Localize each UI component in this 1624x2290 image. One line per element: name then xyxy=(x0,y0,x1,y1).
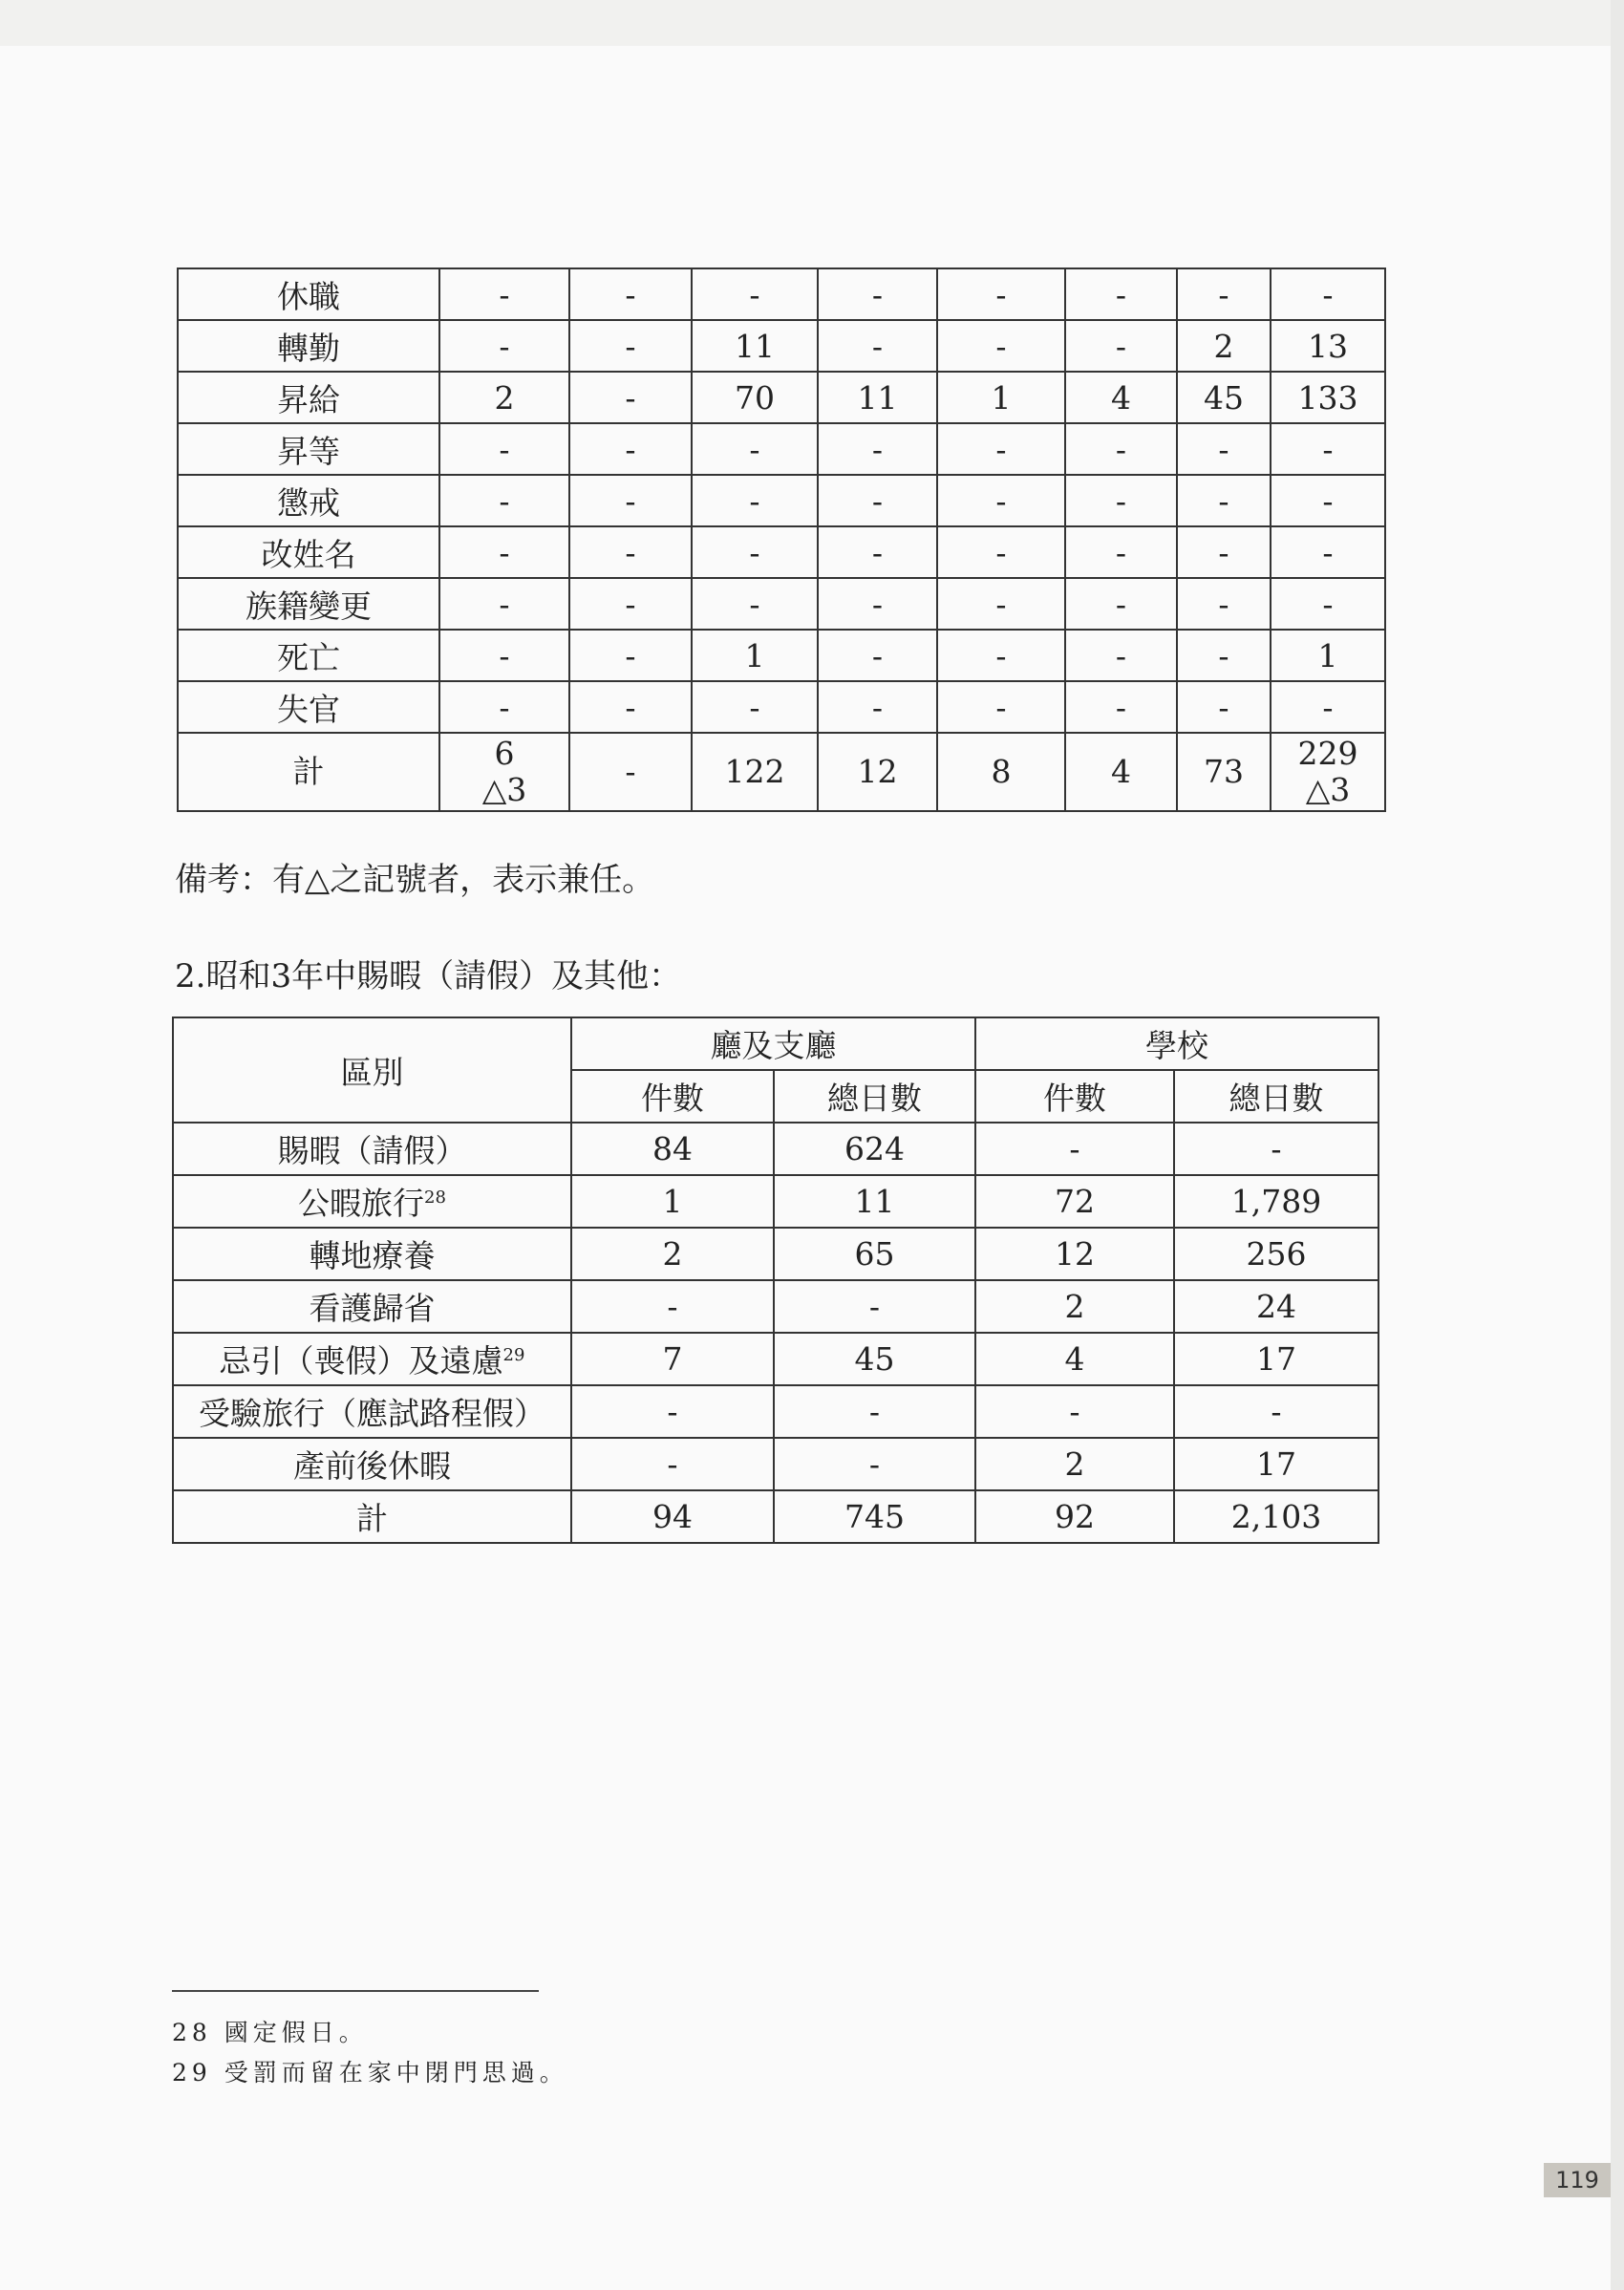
table-cell: - xyxy=(1065,268,1177,320)
table-cell: - xyxy=(1065,526,1177,578)
table-cell: 11 xyxy=(774,1175,975,1228)
table-row xyxy=(173,1333,1378,1385)
table-row xyxy=(178,320,1385,372)
table-cell: 65 xyxy=(774,1228,975,1280)
table-cell: - xyxy=(692,681,818,733)
table-cell: - xyxy=(569,320,692,372)
total-cell xyxy=(692,733,818,811)
row-label: 昇等 xyxy=(178,423,439,475)
sub-header: 總日數 xyxy=(1174,1070,1378,1123)
table-cell: - xyxy=(439,578,569,630)
row-label xyxy=(173,1175,571,1228)
table-cell: - xyxy=(818,630,937,681)
sub-header: 件數 xyxy=(571,1070,774,1123)
row-label xyxy=(173,1438,571,1490)
row-label: 休職 xyxy=(178,268,439,320)
total-cell xyxy=(569,733,692,811)
page-top-band xyxy=(0,0,1624,46)
footnote-29: 29 受罰而留在家中閉門思過。 xyxy=(172,2059,568,2087)
table-cell: - xyxy=(1177,268,1271,320)
row-label xyxy=(173,1385,571,1438)
remark-note: 備考：有△之記號者，表示兼任。 xyxy=(175,861,655,899)
table-cell: - xyxy=(1271,268,1385,320)
table-cell: - xyxy=(975,1123,1174,1175)
total-value: 4 xyxy=(1111,753,1131,790)
table-row xyxy=(178,630,1385,681)
table-cell: - xyxy=(569,630,692,681)
table-cell: 2 xyxy=(1177,320,1271,372)
row-label-text: 計 xyxy=(356,1500,388,1537)
table-row xyxy=(178,578,1385,630)
row-label xyxy=(173,1228,571,1280)
table-cell: 1 xyxy=(937,372,1065,423)
table-row xyxy=(173,1385,1378,1438)
table-cell: 1 xyxy=(571,1175,774,1228)
table-cell: - xyxy=(1271,423,1385,475)
row-label: 懲戒 xyxy=(178,475,439,526)
table-cell: - xyxy=(937,320,1065,372)
table-cell: - xyxy=(818,526,937,578)
table-cell: - xyxy=(1271,526,1385,578)
table-cell: - xyxy=(439,268,569,320)
table-cell: 2,103 xyxy=(1174,1490,1378,1543)
table-cell: - xyxy=(937,526,1065,578)
row-label: 轉勤 xyxy=(178,320,439,372)
table-cell: - xyxy=(937,423,1065,475)
table-row xyxy=(178,681,1385,733)
table-cell: - xyxy=(937,681,1065,733)
table-cell: 256 xyxy=(1174,1228,1378,1280)
row-label-text: 轉地療養 xyxy=(309,1237,436,1274)
table-cell: - xyxy=(569,423,692,475)
table-cell: - xyxy=(1177,475,1271,526)
table-cell: 4 xyxy=(975,1333,1174,1385)
table-cell: 1,789 xyxy=(1174,1175,1378,1228)
table-cell: - xyxy=(1177,423,1271,475)
table-row xyxy=(178,268,1385,320)
table-cell: - xyxy=(692,475,818,526)
table-row xyxy=(173,1123,1378,1175)
page-number: 119 xyxy=(1544,2163,1611,2197)
row-label xyxy=(173,1280,571,1333)
row-label-text: 產前後休暇 xyxy=(293,1447,451,1485)
table-row xyxy=(173,1280,1378,1333)
personnel-changes-table xyxy=(177,268,1386,812)
table-cell: - xyxy=(439,475,569,526)
table-cell: - xyxy=(569,372,692,423)
table-cell: - xyxy=(975,1385,1174,1438)
table-cell: 17 xyxy=(1174,1438,1378,1490)
table-cell: - xyxy=(1065,681,1177,733)
table-cell: - xyxy=(818,578,937,630)
row-label-text: 公暇旅行 xyxy=(298,1185,425,1222)
table-cell: - xyxy=(1174,1385,1378,1438)
group-header-schools: 學校 xyxy=(975,1017,1378,1070)
row-label-text: 受驗旅行（應試路程假） xyxy=(199,1395,545,1432)
table-cell: 745 xyxy=(774,1490,975,1543)
table-cell: - xyxy=(571,1385,774,1438)
row-label xyxy=(173,1490,571,1543)
concurrent-value: △3 xyxy=(481,771,527,808)
table-cell: 2 xyxy=(439,372,569,423)
table-cell: - xyxy=(569,578,692,630)
table-cell: - xyxy=(571,1438,774,1490)
table-cell: 4 xyxy=(1065,372,1177,423)
table-cell: 2 xyxy=(571,1228,774,1280)
table-cell: - xyxy=(692,526,818,578)
table-cell: - xyxy=(569,475,692,526)
row-label: 失官 xyxy=(178,681,439,733)
table-cell: - xyxy=(1065,423,1177,475)
total-row xyxy=(178,733,1385,811)
table-row xyxy=(178,475,1385,526)
table-cell: - xyxy=(774,1280,975,1333)
footnote-28: 28 國定假日。 xyxy=(172,2019,368,2046)
table-cell: - xyxy=(439,630,569,681)
table-cell: - xyxy=(1065,320,1177,372)
table-cell: - xyxy=(1177,526,1271,578)
total-value: 73 xyxy=(1204,753,1244,790)
table-row xyxy=(178,372,1385,423)
footnote-ref: 29 xyxy=(502,1345,525,1365)
leave-statistics-table xyxy=(172,1017,1379,1544)
total-cell xyxy=(1271,733,1385,811)
corner-header: 區別 xyxy=(173,1017,571,1123)
total-value: 8 xyxy=(991,753,1012,790)
total-cell xyxy=(937,733,1065,811)
table-cell: - xyxy=(569,681,692,733)
row-label: 族籍變更 xyxy=(178,578,439,630)
row-label: 死亡 xyxy=(178,630,439,681)
row-label-text: 看護歸省 xyxy=(309,1290,436,1327)
section-heading: 2.昭和3年中賜暇（請假）及其他： xyxy=(175,957,682,995)
total-value: 12 xyxy=(857,753,898,790)
table-cell: - xyxy=(569,268,692,320)
table-cell: - xyxy=(571,1280,774,1333)
table-cell: 2 xyxy=(975,1280,1174,1333)
table-cell: 24 xyxy=(1174,1280,1378,1333)
table-cell: - xyxy=(439,681,569,733)
table-cell: - xyxy=(818,681,937,733)
table-cell: 133 xyxy=(1271,372,1385,423)
table-cell: - xyxy=(692,268,818,320)
table-cell: 45 xyxy=(1177,372,1271,423)
table-cell: - xyxy=(692,578,818,630)
table-cell: - xyxy=(937,268,1065,320)
total-value: - xyxy=(625,753,636,790)
table-cell: - xyxy=(818,268,937,320)
table-row xyxy=(173,1175,1378,1228)
row-label xyxy=(173,1123,571,1175)
table-cell: - xyxy=(1271,681,1385,733)
table-cell: - xyxy=(692,423,818,475)
table-cell: 84 xyxy=(571,1123,774,1175)
table-cell: - xyxy=(818,423,937,475)
table-cell: - xyxy=(937,475,1065,526)
table-cell: - xyxy=(818,475,937,526)
table-cell: - xyxy=(1065,630,1177,681)
footnote-ref: 28 xyxy=(424,1188,446,1208)
row-label xyxy=(173,1333,571,1385)
table-cell: 11 xyxy=(818,372,937,423)
page-right-edge xyxy=(1611,0,1624,2290)
table-cell: - xyxy=(1174,1123,1378,1175)
table-cell: - xyxy=(569,526,692,578)
table-cell: - xyxy=(1271,578,1385,630)
total-value: 229 xyxy=(1297,735,1358,772)
group-header-offices: 廳及支廳 xyxy=(571,1017,975,1070)
table-cell: 7 xyxy=(571,1333,774,1385)
table-cell: - xyxy=(1065,578,1177,630)
concurrent-value: △3 xyxy=(1305,771,1351,808)
total-value: 122 xyxy=(724,753,785,790)
table-cell: 92 xyxy=(975,1490,1174,1543)
table-cell: 94 xyxy=(571,1490,774,1543)
table-cell: 70 xyxy=(692,372,818,423)
table-cell: 624 xyxy=(774,1123,975,1175)
table-row xyxy=(178,526,1385,578)
table-cell: - xyxy=(1177,578,1271,630)
sub-header: 總日數 xyxy=(774,1070,975,1123)
table-cell: 12 xyxy=(975,1228,1174,1280)
footnote-rule xyxy=(172,1990,539,1992)
total-value: 6 xyxy=(494,735,515,772)
table-cell: - xyxy=(1065,475,1177,526)
table-cell: - xyxy=(774,1385,975,1438)
table-cell: - xyxy=(1177,630,1271,681)
row-label-text: 賜暇（請假） xyxy=(277,1132,467,1169)
table-cell: 17 xyxy=(1174,1333,1378,1385)
table-cell: - xyxy=(439,423,569,475)
table-cell: 2 xyxy=(975,1438,1174,1490)
table-cell: 72 xyxy=(975,1175,1174,1228)
table-cell: - xyxy=(1271,475,1385,526)
row-label: 改姓名 xyxy=(178,526,439,578)
table-cell: - xyxy=(439,320,569,372)
table-cell: - xyxy=(937,578,1065,630)
table-cell: - xyxy=(439,526,569,578)
table-cell: - xyxy=(818,320,937,372)
table-cell: - xyxy=(774,1438,975,1490)
table-row xyxy=(173,1228,1378,1280)
sub-header: 件數 xyxy=(975,1070,1174,1123)
table-row xyxy=(173,1490,1378,1543)
table-cell: 13 xyxy=(1271,320,1385,372)
total-cell xyxy=(1177,733,1271,811)
total-cell xyxy=(439,733,569,811)
row-label: 計 xyxy=(178,733,439,811)
table-cell: 1 xyxy=(1271,630,1385,681)
table-cell: 1 xyxy=(692,630,818,681)
total-cell xyxy=(818,733,937,811)
table-row xyxy=(173,1438,1378,1490)
row-label-text: 忌引（喪假）及遠慮 xyxy=(219,1342,503,1380)
table-cell: 45 xyxy=(774,1333,975,1385)
total-cell xyxy=(1065,733,1177,811)
table-cell: 11 xyxy=(692,320,818,372)
row-label: 昇給 xyxy=(178,372,439,423)
table-row xyxy=(178,423,1385,475)
table-cell: - xyxy=(937,630,1065,681)
table-cell: - xyxy=(1177,681,1271,733)
